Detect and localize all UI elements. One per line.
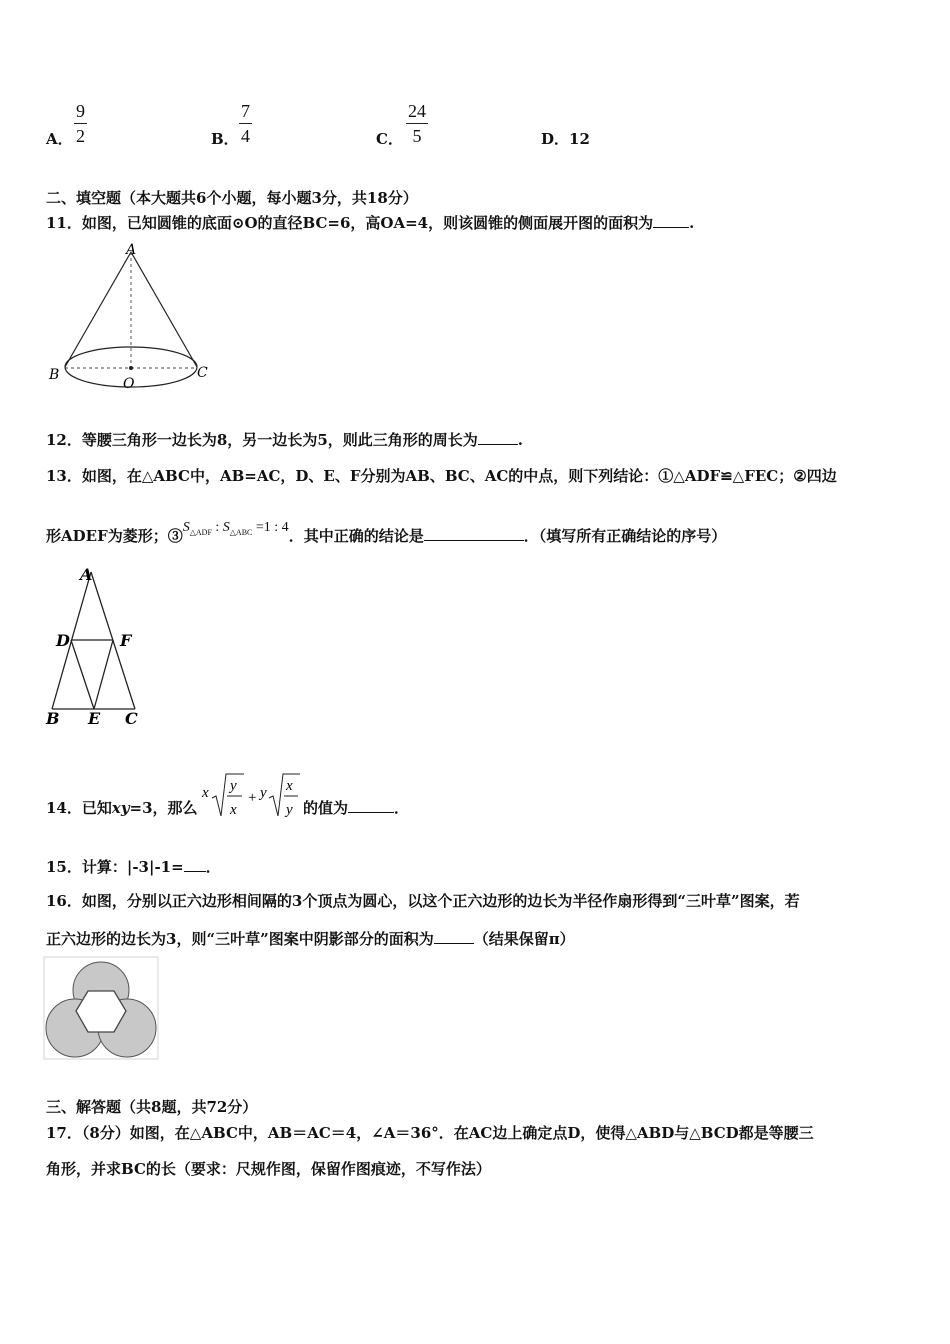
cone-figure [40,238,220,398]
q16-line1: 16．如图，分别以正六边形相间隔的3个顶点为圆心，以这个正六边形的边长为半径作扇形得到“三叶草”图案，若 [46,892,800,910]
option-a-denominator: 2 [76,126,85,146]
option-a-label: A． [46,130,73,148]
q14-answer-blank[interactable] [348,800,394,813]
q14-tail: 的值为 ． [303,799,410,817]
cone-center-point [129,366,133,370]
q15-answer-blank[interactable] [184,859,206,872]
q17-line1: 17．（8分）如图，在△ABC中，AB＝AC＝4，∠A＝36°．在AC边上确定点D，使得△ABD与△BCD都是等腰三 [46,1124,814,1142]
q15-text: 15．计算：|-3|-1= ． [46,858,221,876]
svg-text:y: y [260,785,267,801]
q16-answer-blank[interactable] [434,931,474,944]
option-b-denominator: 4 [241,126,250,146]
section3-heading: 三、解答题（共8题，共72分） [46,1098,258,1116]
q11-answer-blank[interactable] [653,215,689,228]
q17-line2: 角形，并求BC的长（要求：尺规作图，保留作图痕迹，不写作法） [46,1160,491,1178]
svg-text:x: x [202,785,209,801]
option-c-denominator: 5 [412,126,422,146]
svg-text:y: y [286,802,293,818]
option-d: D．12 [541,130,590,148]
option-a-fraction [74,102,87,145]
option-b-numerator: 7 [241,101,250,121]
q12-answer-blank[interactable] [478,432,518,445]
q14-text: 14．已知xy=3，那么 [46,799,198,817]
triangle-label-a: A [80,565,93,584]
cone-label-c: C [197,365,208,381]
cone-label-a: A [126,242,137,258]
q13-answer-blank[interactable] [424,528,524,541]
q12-text: 12．等腰三角形一边长为8，另一边长为5，则此三角形的周长为 . [46,431,523,449]
q11-text: 11．如图，已知圆锥的底面⊙O的直径BC=6，高OA=4，则该圆锥的侧面展开图的面积为 . [46,214,695,232]
option-b-fraction [239,102,252,145]
option-b-label: B． [211,130,239,148]
option-c-numerator: 24 [408,101,426,121]
cone-label-b: B [49,367,60,383]
q13-area-ratio-formula: $S_{\triangle ADF}$ : $S_{\triangle ABC} =1$ : 4 [182,520,289,537]
svg-text:x: x [286,778,293,794]
triangle-label-f: F [120,631,132,650]
q14-radical-expression [200,770,300,826]
option-a-numerator: 9 [76,101,85,121]
triangle-label-b: B [46,709,60,728]
section2-heading: 二、填空题（本大题共6个小题，每小题3分，共18分） [46,189,418,207]
option-c-fraction [406,102,428,145]
svg-text:x: x [230,802,237,818]
svg-text:+: + [248,790,257,806]
triangle-label-e: E [88,709,101,728]
cone-label-o: O [123,376,135,392]
triangle-label-d: D [56,631,70,650]
q13-line2: 形ADEF为菱形；$③S_{\triangle ADF}$ : $S_{\triangle ABC} =1$ : 4．其中正确的结论是 ．（填写所有正确结论的序号） [46,520,727,545]
triangle-label-c: C [125,709,138,728]
option-c-label: C． [376,130,403,148]
triangle-figure [40,562,160,732]
q16-line2: 正六边形的边长为3，则“三叶草”图案中阴影部分的面积为 （结果保留π） [46,930,575,948]
clover-figure [44,957,160,1061]
svg-text:y: y [230,778,237,794]
q13-line1: 13．如图，在△ABC中，AB=AC，D、E、F分别为AB、BC、AC的中点，则下列结论：①△ADF≌△FEC；②四边 [46,467,837,485]
